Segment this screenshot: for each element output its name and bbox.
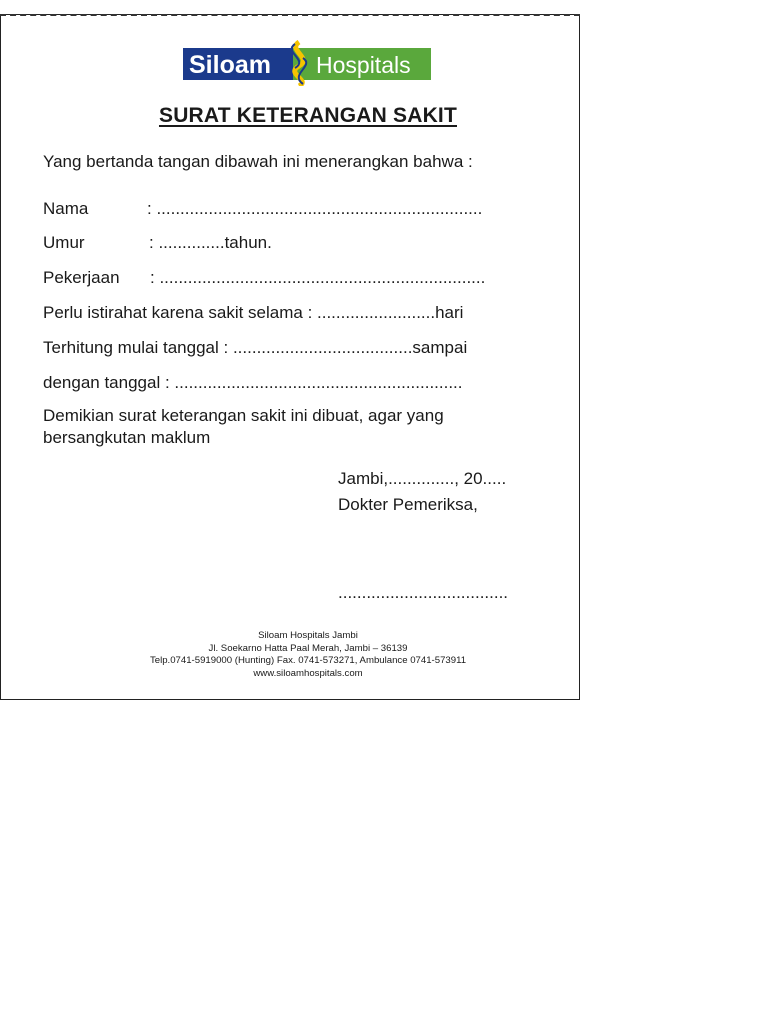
- document-title: SURAT KETERANGAN SAKIT: [158, 104, 457, 127]
- field-age-label: Umur: [43, 233, 85, 252]
- field-name-value: : .....................................................................: [147, 199, 483, 218]
- logo-brand-left: Siloam: [189, 51, 271, 79]
- footer-address: Jl. Soekarno Hatta Paal Merah, Jambi – 36139: [208, 642, 408, 654]
- footer-hospital-name: Siloam Hospitals Jambi: [258, 630, 358, 641]
- field-job: [43, 267, 485, 289]
- closing-paragraph: Demikian surat keterangan sakit ini dibuat, agar yang bersangkutan maklum: [43, 406, 444, 447]
- signature-line: ....................................: [338, 583, 509, 602]
- start-date-line: Terhitung mulai tanggal : ......................................sampai: [43, 338, 468, 357]
- footer-phones: Telp.0741-5919000 (Hunting) Fax. 0741-573271, Ambulance 0741-573911: [149, 655, 467, 666]
- cut-line: [0, 14, 580, 16]
- field-name-label: Nama: [43, 199, 89, 218]
- field-age: [43, 232, 272, 254]
- intro-line: Yang bertanda tangan dibawah ini menerangkan bahwa :: [43, 152, 473, 171]
- field-job-label: Pekerjaan: [43, 268, 120, 287]
- field-job-value: : .....................................................................: [150, 268, 486, 287]
- signer-title: Dokter Pemeriksa,: [338, 495, 478, 514]
- field-name: [43, 198, 482, 220]
- field-age-value: : ..............tahun.: [149, 233, 272, 252]
- end-date-line: dengan tanggal : .............................................................: [43, 373, 463, 392]
- hospital-footer: [0, 630, 616, 680]
- logo-brand-right: Hospitals: [316, 52, 411, 78]
- footer-website: www.siloamhospitals.com: [253, 667, 363, 679]
- siloam-hospitals-logo: [183, 40, 431, 86]
- place-date: Jambi,.............., 20.....: [338, 469, 507, 488]
- rest-duration-line: Perlu istirahat karena sakit selama : .........................hari: [43, 303, 464, 322]
